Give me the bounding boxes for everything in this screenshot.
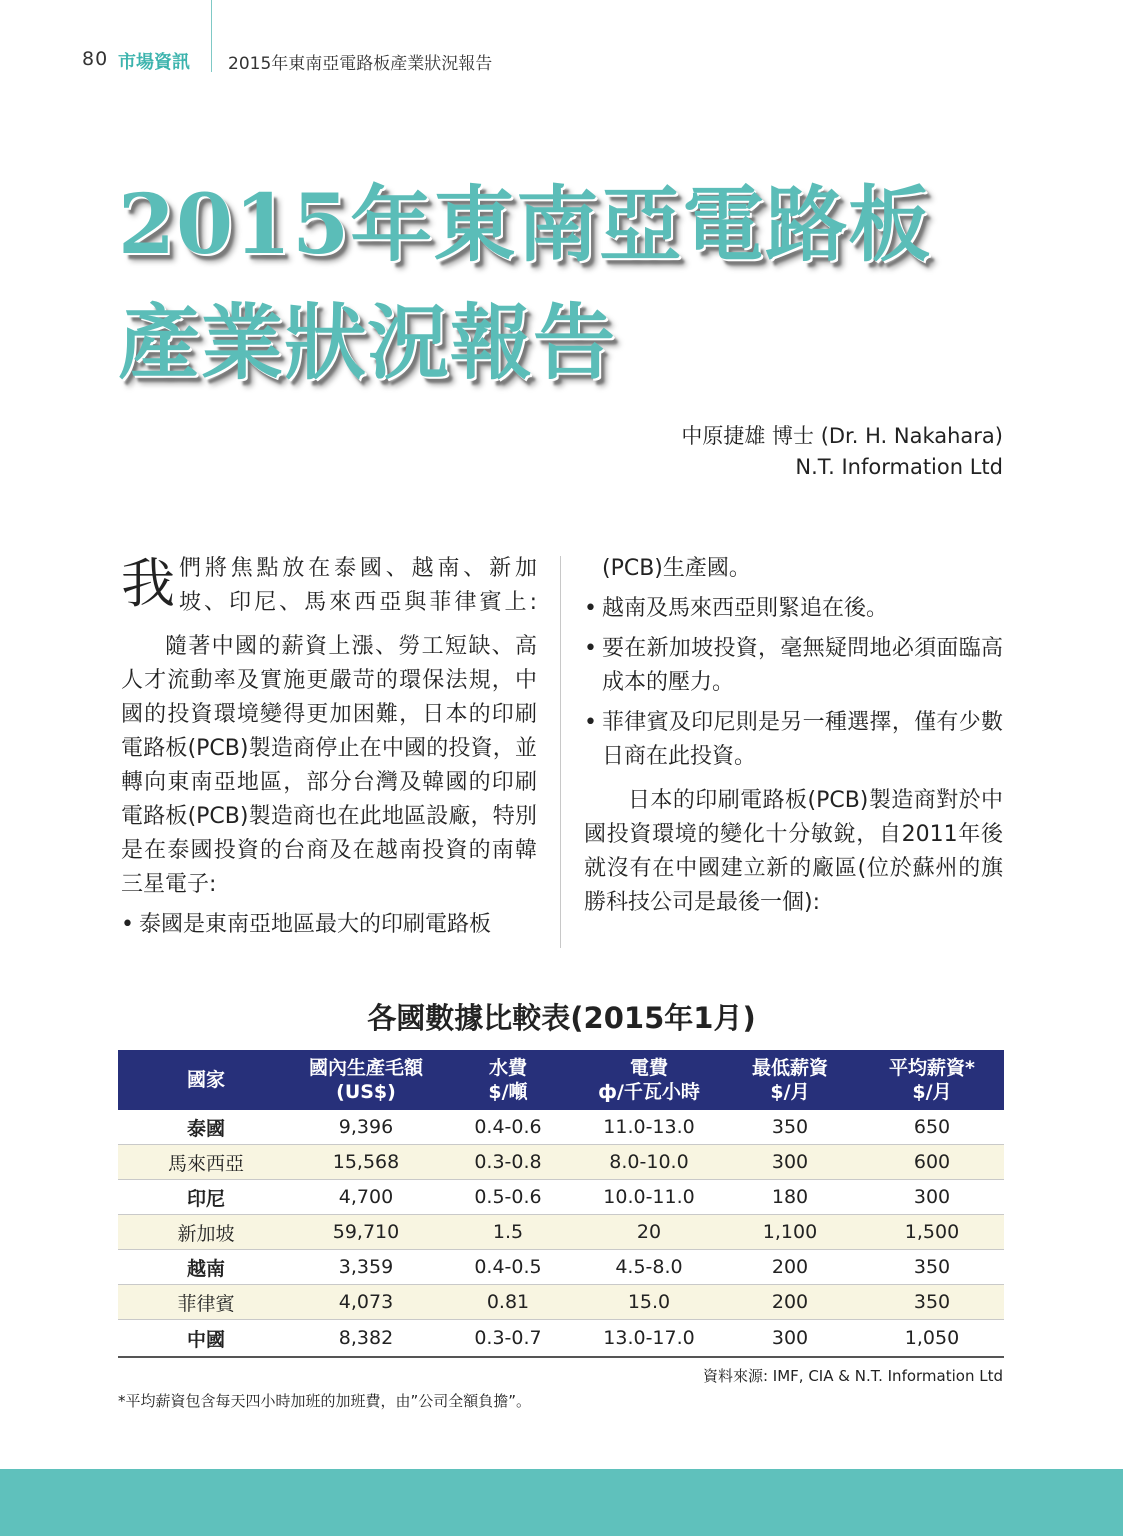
- table-row: [118, 1285, 1004, 1320]
- cell-gdp: 9,396: [294, 1110, 438, 1145]
- header-min-wage: 最低薪資 $/月: [720, 1050, 860, 1110]
- table-row: [118, 1180, 1004, 1215]
- cell-country: 菲律賓: [118, 1285, 294, 1320]
- bullet-philippines-indonesia: • 菲律賓及印尼則是另一種選擇，僅有少數日商在此投資。: [584, 706, 1003, 774]
- cell-power: 11.0-13.0: [578, 1110, 720, 1145]
- paragraph-2: 日本的印刷電路板(PCB)製造商對於中國投資環境的變化十分敏銳，自2011年後就沒有在中國建立新的廠區(位於蘇州的旗勝科技公司是最後一個):: [584, 788, 1003, 915]
- table-footnote: *平均薪資包含每天四小時加班的加班費，由”公司全額負擔”。: [118, 1392, 532, 1410]
- bullet-thailand-continued: (PCB)生產國。: [602, 556, 751, 581]
- intro-line-2: 坡、印尼、馬來西亞與菲律賓上:: [179, 590, 537, 615]
- cell-gdp: 15,568: [294, 1145, 438, 1180]
- cell-water: 0.81: [438, 1285, 578, 1320]
- footer-band: [0, 1469, 1123, 1536]
- cell-avg-wage: 1,050: [860, 1320, 1004, 1358]
- cell-country: 馬來西亞: [118, 1145, 294, 1180]
- article-title-line-1: 2015年東南亞電路板: [118, 177, 932, 273]
- header-power: 電費 ф/千瓦小時: [578, 1050, 720, 1110]
- cell-avg-wage: 350: [860, 1250, 1004, 1285]
- cell-avg-wage: 650: [860, 1110, 1004, 1145]
- cell-water: 0.4-0.6: [438, 1110, 578, 1145]
- bullet-vietnam-malaysia: • 越南及馬來西亞則緊追在後。: [584, 592, 1003, 626]
- cell-min-wage: 1,100: [720, 1215, 860, 1250]
- company: N.T. Information Ltd: [795, 455, 1003, 479]
- table-row: [118, 1320, 1004, 1358]
- header-gdp: 國內生產毛額 (US$): [294, 1050, 438, 1110]
- cell-power: 20: [578, 1215, 720, 1250]
- cell-water: 0.4-0.5: [438, 1250, 578, 1285]
- cell-min-wage: 200: [720, 1250, 860, 1285]
- author: 中原捷雄 博士 (Dr. H. Nakahara): [681, 424, 1003, 448]
- table-row: [118, 1145, 1004, 1180]
- cell-power: 4.5-8.0: [578, 1250, 720, 1285]
- cell-avg-wage: 1,500: [860, 1215, 1004, 1250]
- cell-country: 印尼: [118, 1180, 294, 1215]
- table-title: 各國數據比較表(2015年1月): [367, 1001, 756, 1035]
- cell-power: 15.0: [578, 1285, 720, 1320]
- cell-min-wage: 200: [720, 1285, 860, 1320]
- cell-country: 泰國: [118, 1110, 294, 1145]
- cell-country: 越南: [118, 1250, 294, 1285]
- cell-gdp: 3,359: [294, 1250, 438, 1285]
- comparison-table: [118, 1050, 1004, 1358]
- cell-gdp: 4,073: [294, 1285, 438, 1320]
- intro-line-1: 們將焦點放在泰國、越南、新加: [179, 556, 537, 581]
- bullet-singapore: • 要在新加坡投資，毫無疑問地必須面臨高成本的壓力。: [584, 632, 1003, 700]
- cell-country: 新加坡: [118, 1215, 294, 1250]
- cell-power: 13.0-17.0: [578, 1320, 720, 1358]
- article-title-line-2: 產業狀況報告: [118, 295, 617, 391]
- body-column-right: [584, 552, 1003, 920]
- cell-avg-wage: 300: [860, 1180, 1004, 1215]
- cell-min-wage: 300: [720, 1320, 860, 1358]
- cell-power: 8.0-10.0: [578, 1145, 720, 1180]
- bullet-thailand: • 泰國是東南亞地區最大的印刷電路板: [121, 908, 537, 942]
- cell-avg-wage: 350: [860, 1285, 1004, 1320]
- header-avg-wage: 平均薪資* $/月: [860, 1050, 1004, 1110]
- cell-gdp: 59,710: [294, 1215, 438, 1250]
- body-column-left: [121, 552, 537, 942]
- table-row: [118, 1215, 1004, 1250]
- cell-min-wage: 180: [720, 1180, 860, 1215]
- running-title: 2015年東南亞電路板產業狀況報告: [228, 54, 493, 74]
- table-source: 資料來源: IMF, CIA & N.T. Information Ltd: [702, 1367, 1003, 1385]
- header-country: 國家: [118, 1050, 294, 1110]
- table-row: [118, 1250, 1004, 1285]
- header-water: 水費 $/噸: [438, 1050, 578, 1110]
- column-divider: [560, 556, 561, 948]
- cell-water: 0.5-0.6: [438, 1180, 578, 1215]
- cell-country: 中國: [118, 1320, 294, 1358]
- table-row: [118, 1110, 1004, 1145]
- cell-avg-wage: 600: [860, 1145, 1004, 1180]
- cell-power: 10.0-11.0: [578, 1180, 720, 1215]
- cell-gdp: 4,700: [294, 1180, 438, 1215]
- cell-water: 1.5: [438, 1215, 578, 1250]
- page-number: 80: [82, 48, 109, 70]
- intro-lead: [121, 552, 537, 620]
- header-divider: [211, 0, 212, 72]
- section-label: 市場資訊: [118, 52, 190, 73]
- drop-cap: 我: [121, 552, 175, 615]
- cell-min-wage: 300: [720, 1145, 860, 1180]
- cell-water: 0.3-0.8: [438, 1145, 578, 1180]
- paragraph-1: 隨著中國的薪資上漲、勞工短缺、高人才流動率及實施更嚴苛的環保法規，中國的投資環境變得更加困難，日本的印刷電路板(PCB)製造商停止在中國的投資，並轉向東南亞地區，部分台灣及韓國的印刷電路板(PCB)製造商也在此地區設廠，特別是在泰國投資的台商及在越南投資的南韓三星電子:: [121, 634, 537, 897]
- table-header-row: [118, 1050, 1004, 1110]
- cell-min-wage: 350: [720, 1110, 860, 1145]
- cell-gdp: 8,382: [294, 1320, 438, 1358]
- cell-water: 0.3-0.7: [438, 1320, 578, 1358]
